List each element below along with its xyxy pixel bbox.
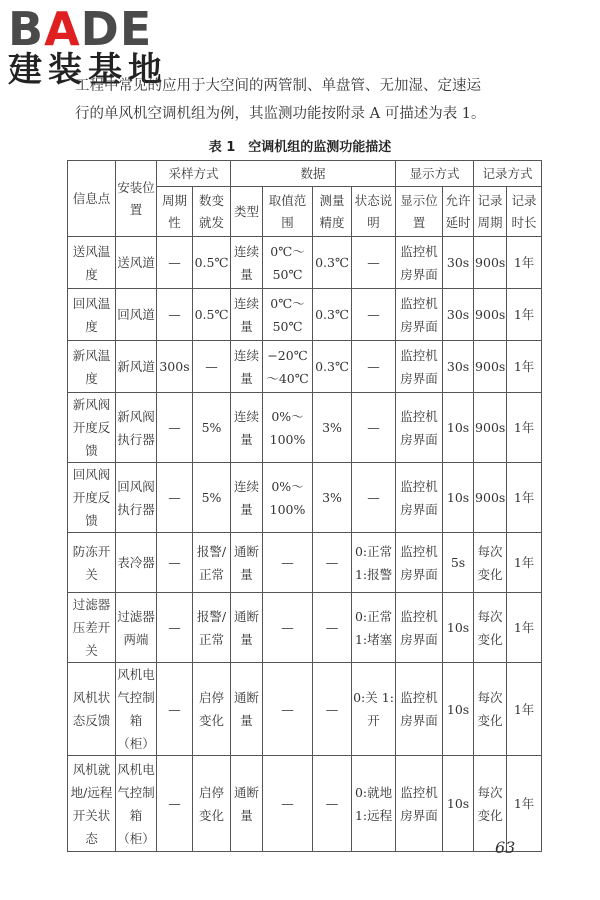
cell-period: — — [157, 463, 193, 533]
cell-range: — — [263, 663, 313, 756]
cell-state: 0:关 1:开 — [352, 663, 396, 756]
cell-install-position: 新风阀执行器 — [116, 393, 157, 463]
cell-type: 通断量 — [231, 756, 263, 852]
cell-record-length: 1年 — [507, 593, 542, 663]
cell-info-point: 过滤器压差开关 — [68, 593, 116, 663]
cell-info-point: 回风阀开度反馈 — [68, 463, 116, 533]
cell-type: 连续量 — [231, 393, 263, 463]
cell-change: 启停变化 — [193, 663, 231, 756]
cell-range: — — [263, 593, 313, 663]
cell-display-position: 监控机房界面 — [396, 237, 443, 289]
header-delay: 允许延时 — [443, 187, 474, 237]
header-info-point: 信息点 — [68, 161, 116, 237]
cell-display-position: 监控机房界面 — [396, 341, 443, 393]
cell-install-position: 送风道 — [116, 237, 157, 289]
header-sampling: 采样方式 — [157, 161, 231, 187]
cell-install-position: 表冷器 — [116, 533, 157, 593]
cell-change: 报警/正常 — [193, 593, 231, 663]
header-display-position: 显示位置 — [396, 187, 443, 237]
cell-change: 启停变化 — [193, 756, 231, 852]
header-display: 显示方式 — [396, 161, 474, 187]
cell-delay: 30s — [443, 237, 474, 289]
cell-install-position: 新风道 — [116, 341, 157, 393]
cell-display-position: 监控机房界面 — [396, 756, 443, 852]
cell-info-point: 回风温度 — [68, 289, 116, 341]
cell-range: −20℃～40℃ — [263, 341, 313, 393]
cell-period: — — [157, 593, 193, 663]
cell-period: — — [157, 237, 193, 289]
cell-precision: 3% — [313, 463, 352, 533]
cell-delay: 10s — [443, 393, 474, 463]
cell-record-period: 900s — [474, 341, 507, 393]
cell-type: 连续量 — [231, 289, 263, 341]
cell-display-position: 监控机房界面 — [396, 289, 443, 341]
cell-delay: 5s — [443, 533, 474, 593]
cell-type: 通断量 — [231, 533, 263, 593]
header-record-period: 记录周期 — [474, 187, 507, 237]
header-record-length: 记录时长 — [507, 187, 542, 237]
cell-record-length: 1年 — [507, 533, 542, 593]
cell-display-position: 监控机房界面 — [396, 593, 443, 663]
cell-install-position: 回风阀执行器 — [116, 463, 157, 533]
table-caption: 表 1 空调机组的监测功能描述 — [208, 140, 392, 155]
header-precision: 测量精度 — [313, 187, 352, 237]
cell-record-length: 1年 — [507, 663, 542, 756]
cell-info-point: 防冻开关 — [68, 533, 116, 593]
table-row — [68, 237, 542, 289]
cell-display-position: 监控机房界面 — [396, 533, 443, 593]
cell-change: 0.5℃ — [193, 289, 231, 341]
cell-record-length: 1年 — [507, 756, 542, 852]
cell-type: 连续量 — [231, 237, 263, 289]
cell-period: — — [157, 663, 193, 756]
cell-state: — — [352, 393, 396, 463]
cell-record-length: 1年 — [507, 393, 542, 463]
cell-record-period: 每次变化 — [474, 593, 507, 663]
cell-record-length: 1年 — [507, 463, 542, 533]
cell-delay: 10s — [443, 663, 474, 756]
cell-record-period: 每次变化 — [474, 533, 507, 593]
cell-install-position: 回风道 — [116, 289, 157, 341]
cell-info-point: 风机状态反馈 — [68, 663, 116, 756]
header-period: 周期性 — [157, 187, 193, 237]
header-data: 数据 — [231, 161, 396, 187]
intro-line-1: 工程中常见的应用于大空间的两管制、单盘管、无加湿、定速运 — [75, 78, 481, 94]
cell-record-period: 900s — [474, 463, 507, 533]
table-row — [68, 341, 542, 393]
header-install-position: 安装位置 — [116, 161, 157, 237]
cell-record-period: 每次变化 — [474, 756, 507, 852]
cell-display-position: 监控机房界面 — [396, 463, 443, 533]
cell-precision: — — [313, 593, 352, 663]
cell-install-position: 过滤器两端 — [116, 593, 157, 663]
cell-period: — — [157, 393, 193, 463]
cell-precision: 0.3℃ — [313, 341, 352, 393]
cell-info-point: 新风阀开度反馈 — [68, 393, 116, 463]
logo-text-cn: 建装基地 — [8, 50, 168, 90]
table-row — [68, 289, 542, 341]
cell-info-point: 新风温度 — [68, 341, 116, 393]
cell-install-position: 风机电气控制箱（柜） — [116, 756, 157, 852]
page-number: 63 — [495, 838, 516, 857]
cell-delay: 10s — [443, 756, 474, 852]
table-row — [68, 756, 542, 852]
cell-state: — — [352, 289, 396, 341]
cell-precision: 0.3℃ — [313, 237, 352, 289]
intro-paragraph — [75, 72, 535, 128]
cell-record-period: 每次变化 — [474, 663, 507, 756]
cell-range: 0℃～50℃ — [263, 289, 313, 341]
header-state: 状态说明 — [352, 187, 396, 237]
logo-text-en: BADE — [8, 2, 153, 56]
cell-period: — — [157, 533, 193, 593]
cell-delay: 30s — [443, 289, 474, 341]
cell-range: — — [263, 533, 313, 593]
cell-precision: 3% — [313, 393, 352, 463]
cell-type: 连续量 — [231, 341, 263, 393]
cell-info-point: 送风温度 — [68, 237, 116, 289]
cell-record-length: 1年 — [507, 289, 542, 341]
cell-period: — — [157, 289, 193, 341]
table-row — [68, 533, 542, 593]
cell-change: 5% — [193, 393, 231, 463]
cell-precision: 0.3℃ — [313, 289, 352, 341]
cell-delay: 10s — [443, 593, 474, 663]
header-range: 取值范围 — [263, 187, 313, 237]
header-record: 记录方式 — [474, 161, 542, 187]
cell-state: — — [352, 341, 396, 393]
cell-install-position: 风机电气控制箱（柜） — [116, 663, 157, 756]
table-row — [68, 393, 542, 463]
cell-state: 0:正常 1:报警 — [352, 533, 396, 593]
cell-info-point: 风机就地/远程开关状态 — [68, 756, 116, 852]
cell-change: — — [193, 341, 231, 393]
cell-precision: — — [313, 663, 352, 756]
header-type: 类型 — [231, 187, 263, 237]
cell-change: 5% — [193, 463, 231, 533]
cell-type: 通断量 — [231, 663, 263, 756]
cell-period: 300s — [157, 341, 193, 393]
monitoring-table — [67, 160, 542, 852]
cell-range: — — [263, 756, 313, 852]
cell-state: — — [352, 237, 396, 289]
cell-precision: — — [313, 533, 352, 593]
cell-record-length: 1年 — [507, 341, 542, 393]
cell-record-period: 900s — [474, 393, 507, 463]
cell-period: — — [157, 756, 193, 852]
cell-type: 连续量 — [231, 463, 263, 533]
cell-state: — — [352, 463, 396, 533]
cell-delay: 10s — [443, 463, 474, 533]
cell-record-period: 900s — [474, 289, 507, 341]
cell-display-position: 监控机房界面 — [396, 663, 443, 756]
table-row — [68, 463, 542, 533]
table-row — [68, 593, 542, 663]
cell-type: 通断量 — [231, 593, 263, 663]
header-change: 数变就发 — [193, 187, 231, 237]
cell-precision: — — [313, 756, 352, 852]
cell-range: 0%～100% — [263, 463, 313, 533]
cell-record-length: 1年 — [507, 237, 542, 289]
table-row — [68, 663, 542, 756]
cell-change: 0.5℃ — [193, 237, 231, 289]
intro-line-2: 行的单风机空调机组为例，其监测功能按附录 A 可描述为表 1。 — [75, 106, 486, 122]
cell-display-position: 监控机房界面 — [396, 393, 443, 463]
cell-delay: 30s — [443, 341, 474, 393]
cell-record-period: 900s — [474, 237, 507, 289]
cell-range: 0℃～50℃ — [263, 237, 313, 289]
cell-state: 0:正常 1:堵塞 — [352, 593, 396, 663]
cell-state: 0:就地 1:远程 — [352, 756, 396, 852]
cell-range: 0%～100% — [263, 393, 313, 463]
cell-change: 报警/正常 — [193, 533, 231, 593]
